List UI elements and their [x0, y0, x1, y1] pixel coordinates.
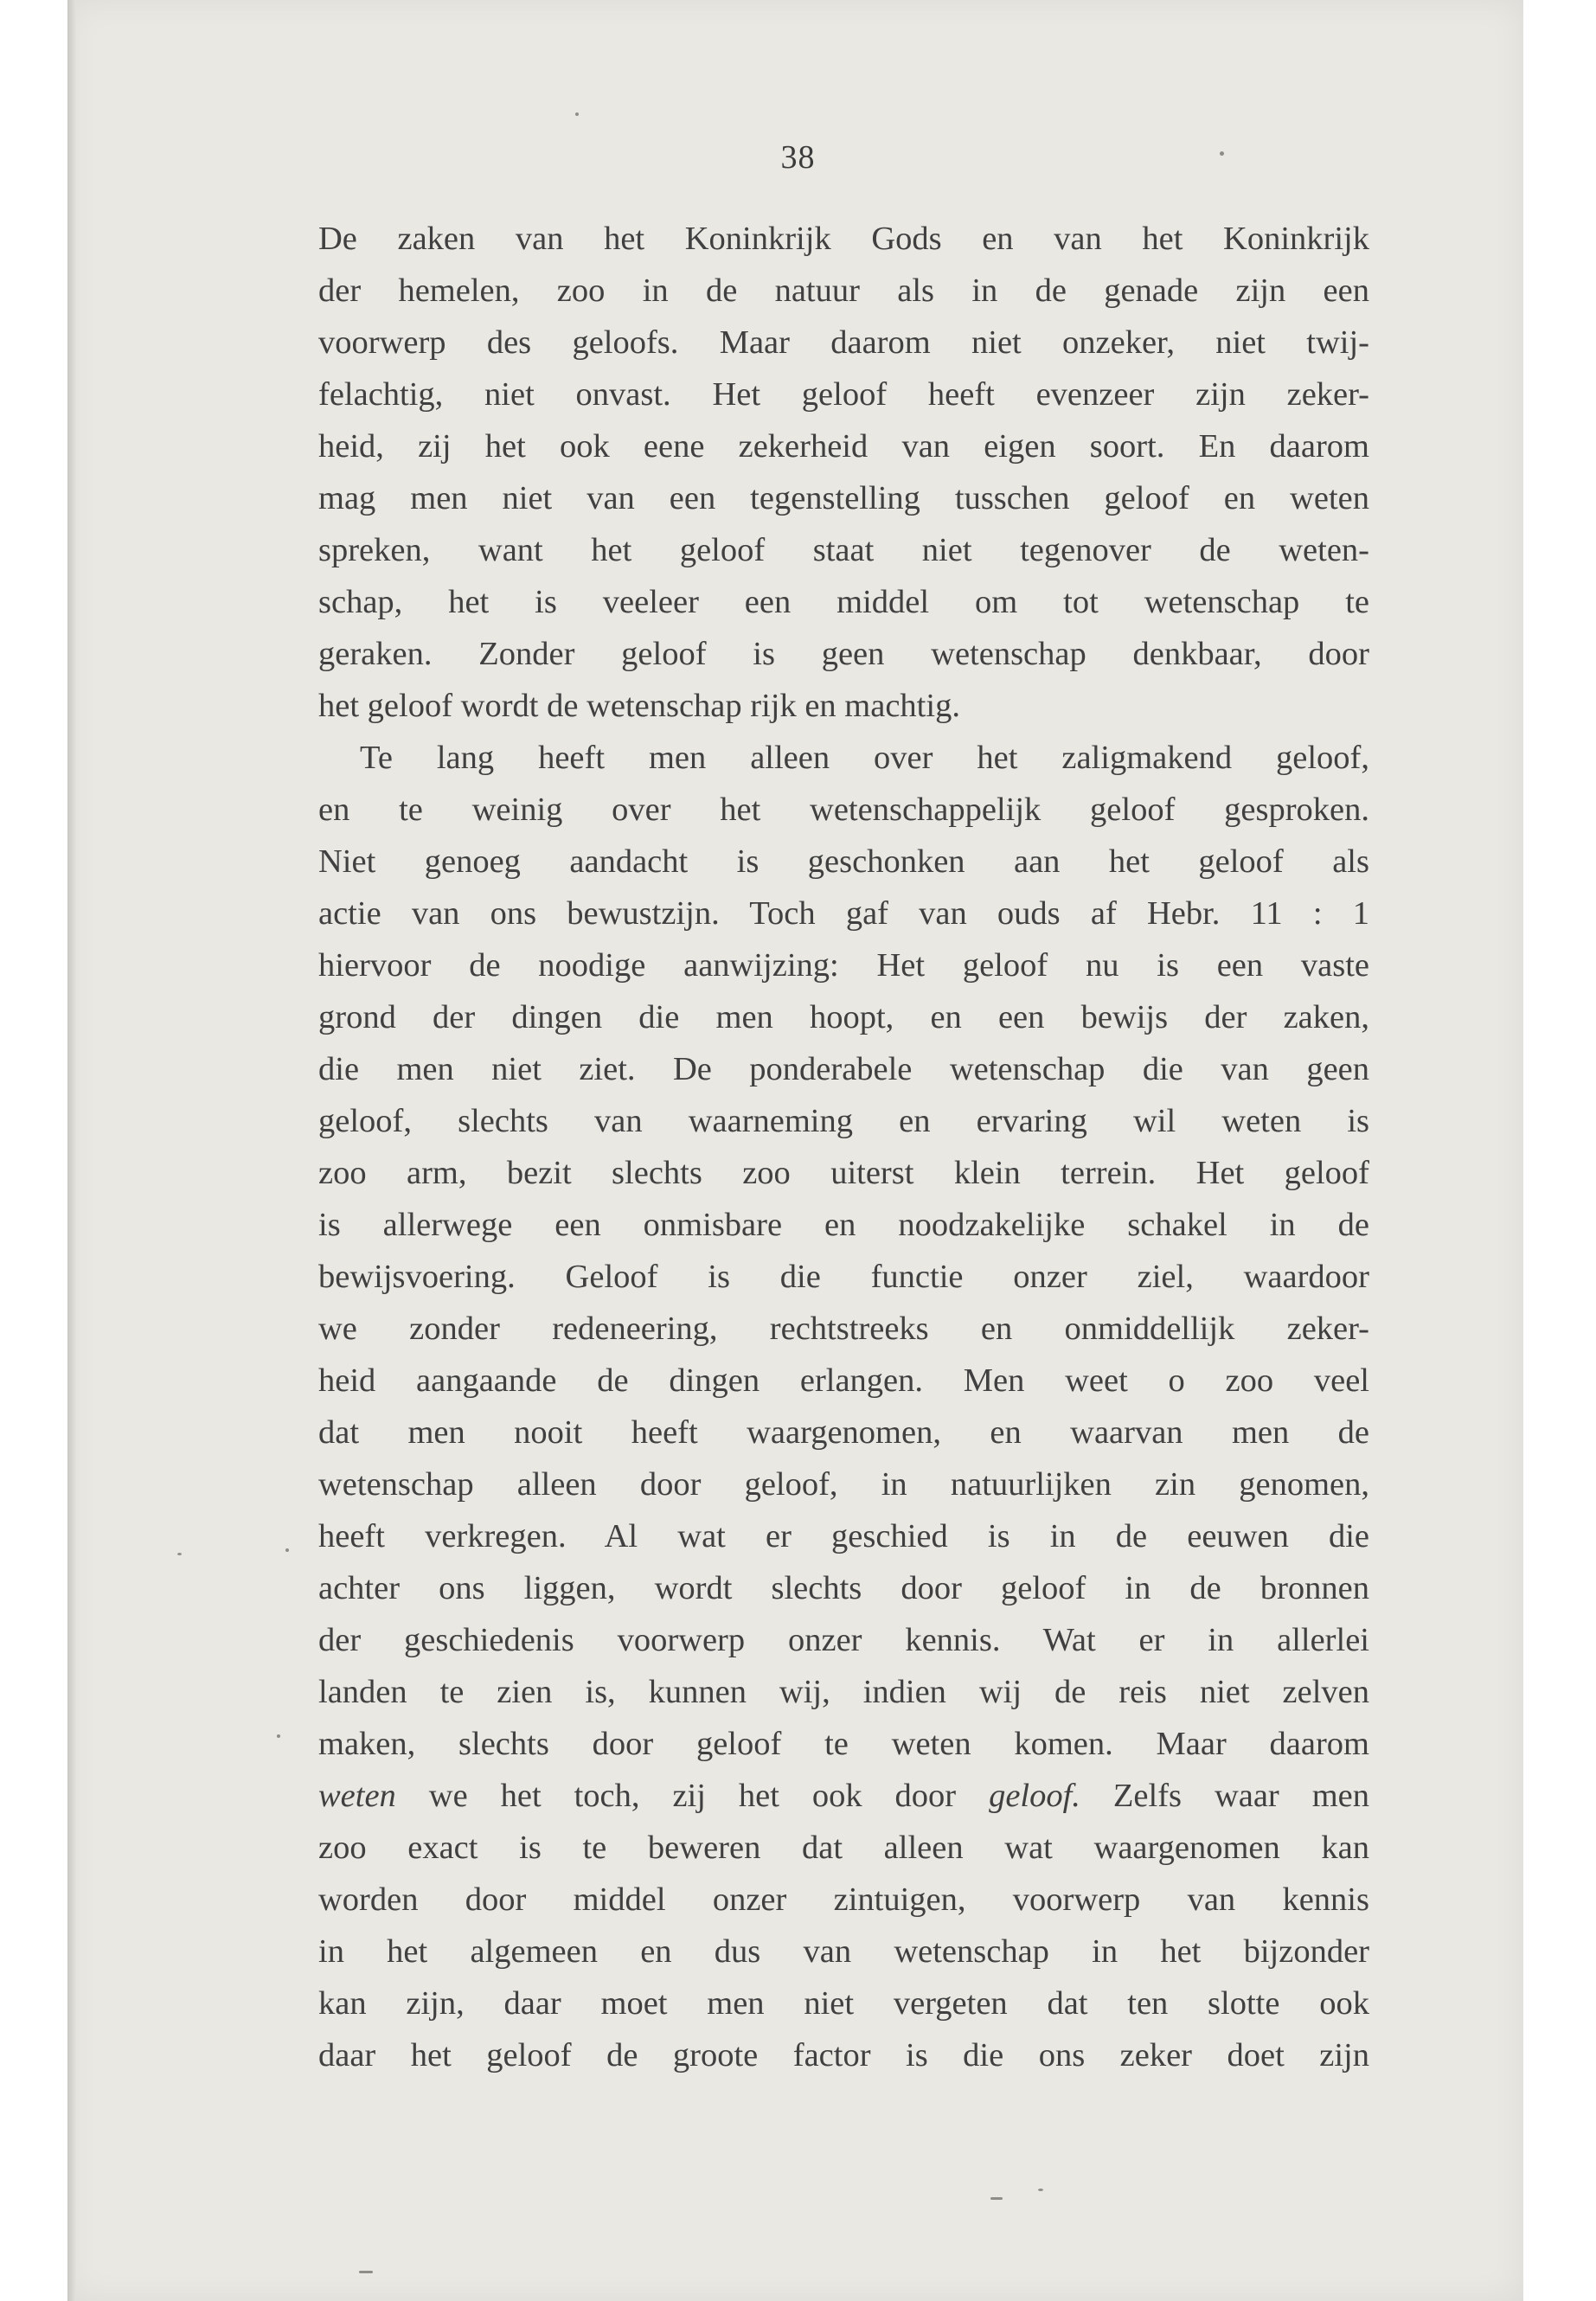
scan-speck: [575, 112, 579, 116]
text-line: die men niet ziet. De ponderabele wetenschap die van geen: [318, 1051, 1369, 1087]
text-line: heid, zij het ook eene zekerheid van eigen soort. En daarom: [318, 428, 1369, 465]
text-line-italic: weten we het toch, zij het ook door geloof. Zelfs waar men: [318, 1778, 1369, 1814]
page-edge-shadow: [67, 0, 76, 2301]
scan-speck: [285, 1548, 289, 1552]
text-line: der hemelen, zoo in de natuur als in de genade zijn een: [318, 272, 1369, 309]
text-line: felachtig, niet onvast. Het geloof heeft evenzeer zijn zeker-: [318, 376, 1369, 413]
page-number: 38: [780, 139, 816, 176]
scan-speck: [177, 1553, 182, 1555]
text-line: kan zijn, daar moet men niet vergeten dat ten slotte ook: [318, 1985, 1369, 2022]
text-line: voorwerp des geloofs. Maar daarom niet onzeker, niet twij-: [318, 324, 1369, 361]
text-line: landen te zien is, kunnen wij, indien wij de reis niet zelven: [318, 1674, 1369, 1710]
text-line: mag men niet van een tegenstelling tusschen geloof en weten: [318, 480, 1369, 516]
text-line: Niet genoeg aandacht is geschonken aan het geloof als: [318, 843, 1369, 880]
text-line: spreken, want het geloof staat niet tegenover de weten-: [318, 532, 1369, 568]
text-line: het geloof wordt de wetenschap rijk en machtig.: [318, 688, 960, 724]
text-line: zoo arm, bezit slechts zoo uiterst klein terrein. Het geloof: [318, 1155, 1369, 1191]
text-line: zoo exact is te beweren dat alleen wat waargenomen kan: [318, 1830, 1369, 1866]
text-line: hiervoor de noodige aanwijzing: Het geloof nu is een vaste: [318, 947, 1369, 984]
text-line: worden door middel onzer zintuigen, voorwerp van kennis: [318, 1881, 1369, 1918]
body-text: [318, 213, 1369, 2081]
text-line: is allerwege een onmisbare en noodzakelijke schakel in de: [318, 1207, 1369, 1243]
text-line: schap, het is veeleer een middel om tot wetenschap te: [318, 584, 1369, 620]
text-line: dat men nooit heeft waargenomen, en waarvan men de: [318, 1414, 1369, 1451]
text-line: we zonder redeneering, rechtstreeks en onmiddellijk zeker-: [318, 1311, 1369, 1347]
scan-speck: [277, 1734, 280, 1738]
scan-speck: [1220, 151, 1224, 156]
text-line: wetenschap alleen door geloof, in natuurlijken zin genomen,: [318, 1466, 1369, 1503]
scan-speck: [359, 2271, 373, 2273]
text-line: heid aangaande de dingen erlangen. Men weet o zoo veel: [318, 1362, 1369, 1399]
text-line: geraken. Zonder geloof is geen wetenschap denkbaar, door: [318, 636, 1369, 672]
text-line: maken, slechts door geloof te weten komen. Maar daarom: [318, 1726, 1369, 1762]
italic-word: weten: [318, 1778, 396, 1814]
text-line: achter ons liggen, wordt slechts door geloof in de bronnen: [318, 1570, 1369, 1606]
text-line: De zaken van het Koninkrijk Gods en van het Koninkrijk: [318, 221, 1369, 257]
text-line: Te lang heeft men alleen over het zaligmakend geloof,: [360, 740, 1369, 776]
italic-word: geloof.: [989, 1778, 1080, 1814]
text-line: actie van ons bewustzijn. Toch gaf van ouds af Hebr. 11 : 1: [318, 895, 1369, 932]
text-line: in het algemeen en dus van wetenschap in het bijzonder: [318, 1933, 1369, 1970]
text-line: geloof, slechts van waarneming en ervaring wil weten is: [318, 1103, 1369, 1139]
text-line: daar het geloof de groote factor is die ons zeker doet zijn: [318, 2037, 1369, 2073]
text-line: en te weinig over het wetenschappelijk geloof gesproken.: [318, 792, 1369, 828]
scan-speck: [990, 2197, 1003, 2200]
text-line: der geschiedenis voorwerp onzer kennis. Wat er in allerlei: [318, 1622, 1369, 1658]
text-line: grond der dingen die men hoopt, en een bewijs der zaken,: [318, 999, 1369, 1035]
text-line: bewijsvoering. Geloof is die functie onzer ziel, waardoor: [318, 1259, 1369, 1295]
scan-speck: [1038, 2189, 1043, 2191]
text-line: heeft verkregen. Al wat er geschied is in de eeuwen die: [318, 1518, 1369, 1554]
